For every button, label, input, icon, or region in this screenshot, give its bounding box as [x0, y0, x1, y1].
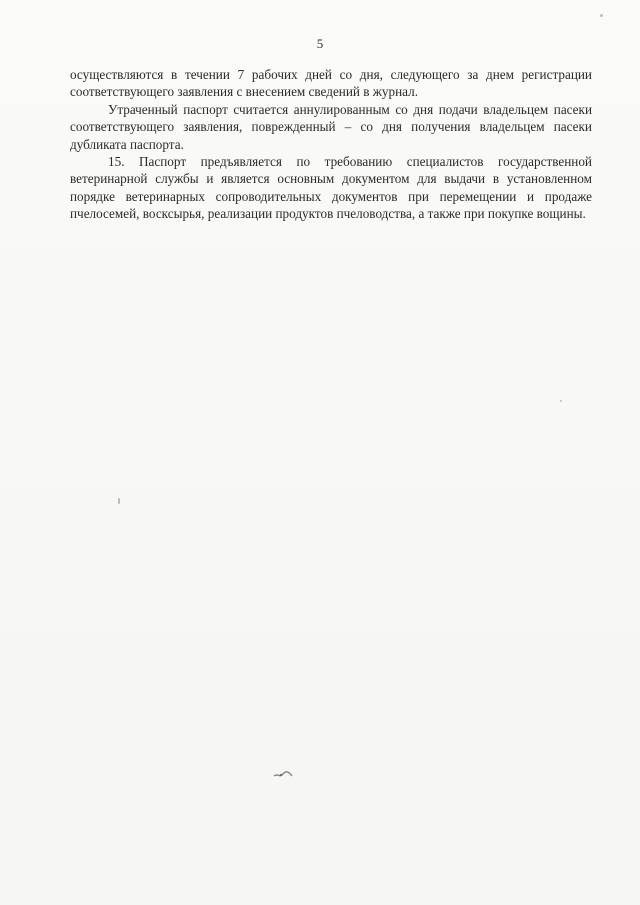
- paragraph-continuation: осуществляются в течении 7 рабочих дней со дня, следующего за днем регистрации соответствующего заявления с внесением сведений в журнал.: [70, 67, 592, 100]
- paragraph-item-15: 15. Паспорт предъявляется по требованию специалистов государственной ветеринарной службы и является основным документом для выдачи в установленном порядке ветеринарных сопроводительных документов при перемещении и продаже пчелосемей, восксырья, реализации продуктов пчеловодства, а также при покупке вощины.: [70, 154, 592, 222]
- page-number: 5: [316, 36, 324, 51]
- paragraph-lost-passport: Утраченный паспорт считается аннулированным со дня подачи владельцем пасеки соответствующего заявления, поврежденный – со дня получения владельцем пасеки дубликата паспорта.: [70, 101, 592, 152]
- scan-speck: [600, 14, 603, 17]
- document-body: [70, 66, 592, 223]
- scan-speck: [118, 498, 120, 504]
- ink-smudge: [272, 770, 294, 780]
- scan-speck: [560, 400, 562, 402]
